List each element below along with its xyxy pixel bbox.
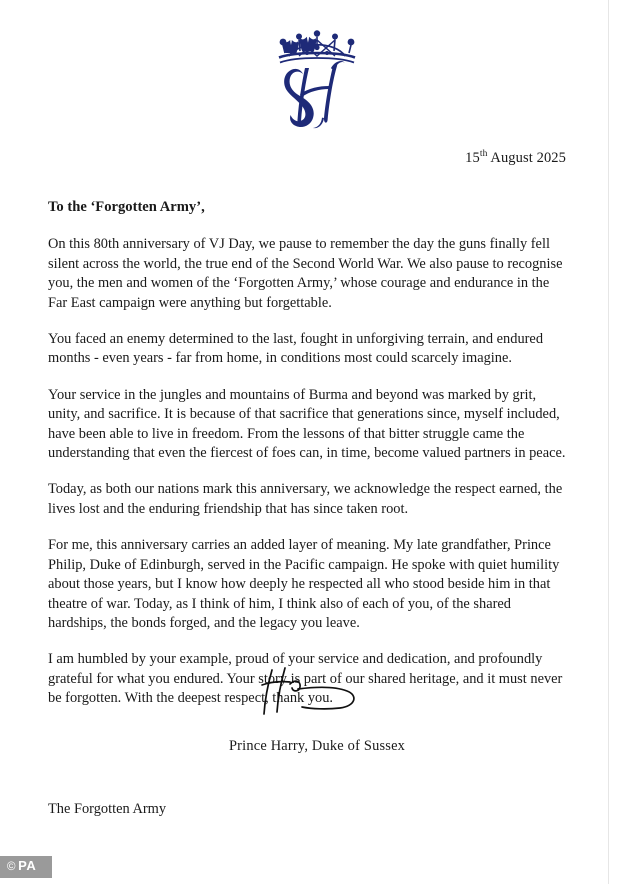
pa-watermark-label: PA	[18, 858, 37, 873]
handwritten-signature-icon	[0, 664, 634, 726]
letter-date	[465, 150, 566, 167]
date-ordinal: th	[479, 149, 488, 160]
letter-body	[48, 198, 567, 709]
recipient-footer: The Forgotten Army	[48, 801, 167, 817]
copyright-icon: ©	[7, 861, 17, 873]
paragraph-2: You faced an enemy determined to the last, fought in unforgiving terrain, and endured months - even years - far from home, in conditions most could scarcely imagine.	[48, 331, 544, 367]
royal-coronet-h-monogram-icon	[0, 26, 634, 138]
paragraph-3: Your service in the jungles and mountains of Burma and beyond was marked by grit, unity, and sacrifice. It is because of that sacrifice that generations since, myself included, have been able to live in freedom. From the lessons of that bitter struggle came the understanding that even the fiercest of foes can, in time, become valued partners in peace.	[48, 386, 566, 462]
date-rest: August 2025	[487, 150, 566, 166]
signature-block	[0, 664, 634, 755]
paragraph-1: On this 80th anniversary of VJ Day, we pause to remember the day the guns finally fell silent across the world, the true end of the Second World War. We also pause to recognise you, the men and women of the ‘Forgotten Army,’ whose courage and endurance in the Far East campaign were anything but forgettable.	[48, 236, 563, 311]
salutation: To the ‘Forgotten Army’,	[48, 199, 205, 215]
paragraph-6: I am humbled by your example, proud of your service and dedication, and profoundly grateful for what you endured. Your story is part of our shared heritage, and it must never be forgotten. With the deepest respect, thank you.	[48, 651, 563, 707]
paragraph-5: For me, this anniversary carries an added layer of meaning. My late grandfather, Prince Philip, Duke of Edinburgh, served in the Pacific campaign. He spoke with quiet humility about those years, but I know how deeply he respected all who stood beside him in that theatre of war. Today, as I think of him, I think also of each of you, of the shared hardships, the bonds forged, and the legacy you leave.	[48, 537, 560, 631]
date-day: 15	[465, 150, 480, 166]
pa-watermark	[0, 856, 52, 878]
paragraph-4: Today, as both our nations mark this anniversary, we acknowledge the respect earned, the lives lost and the enduring friendship that has since taken root.	[48, 481, 563, 517]
signature-name: Prince Harry, Duke of Sussex	[228, 738, 406, 754]
